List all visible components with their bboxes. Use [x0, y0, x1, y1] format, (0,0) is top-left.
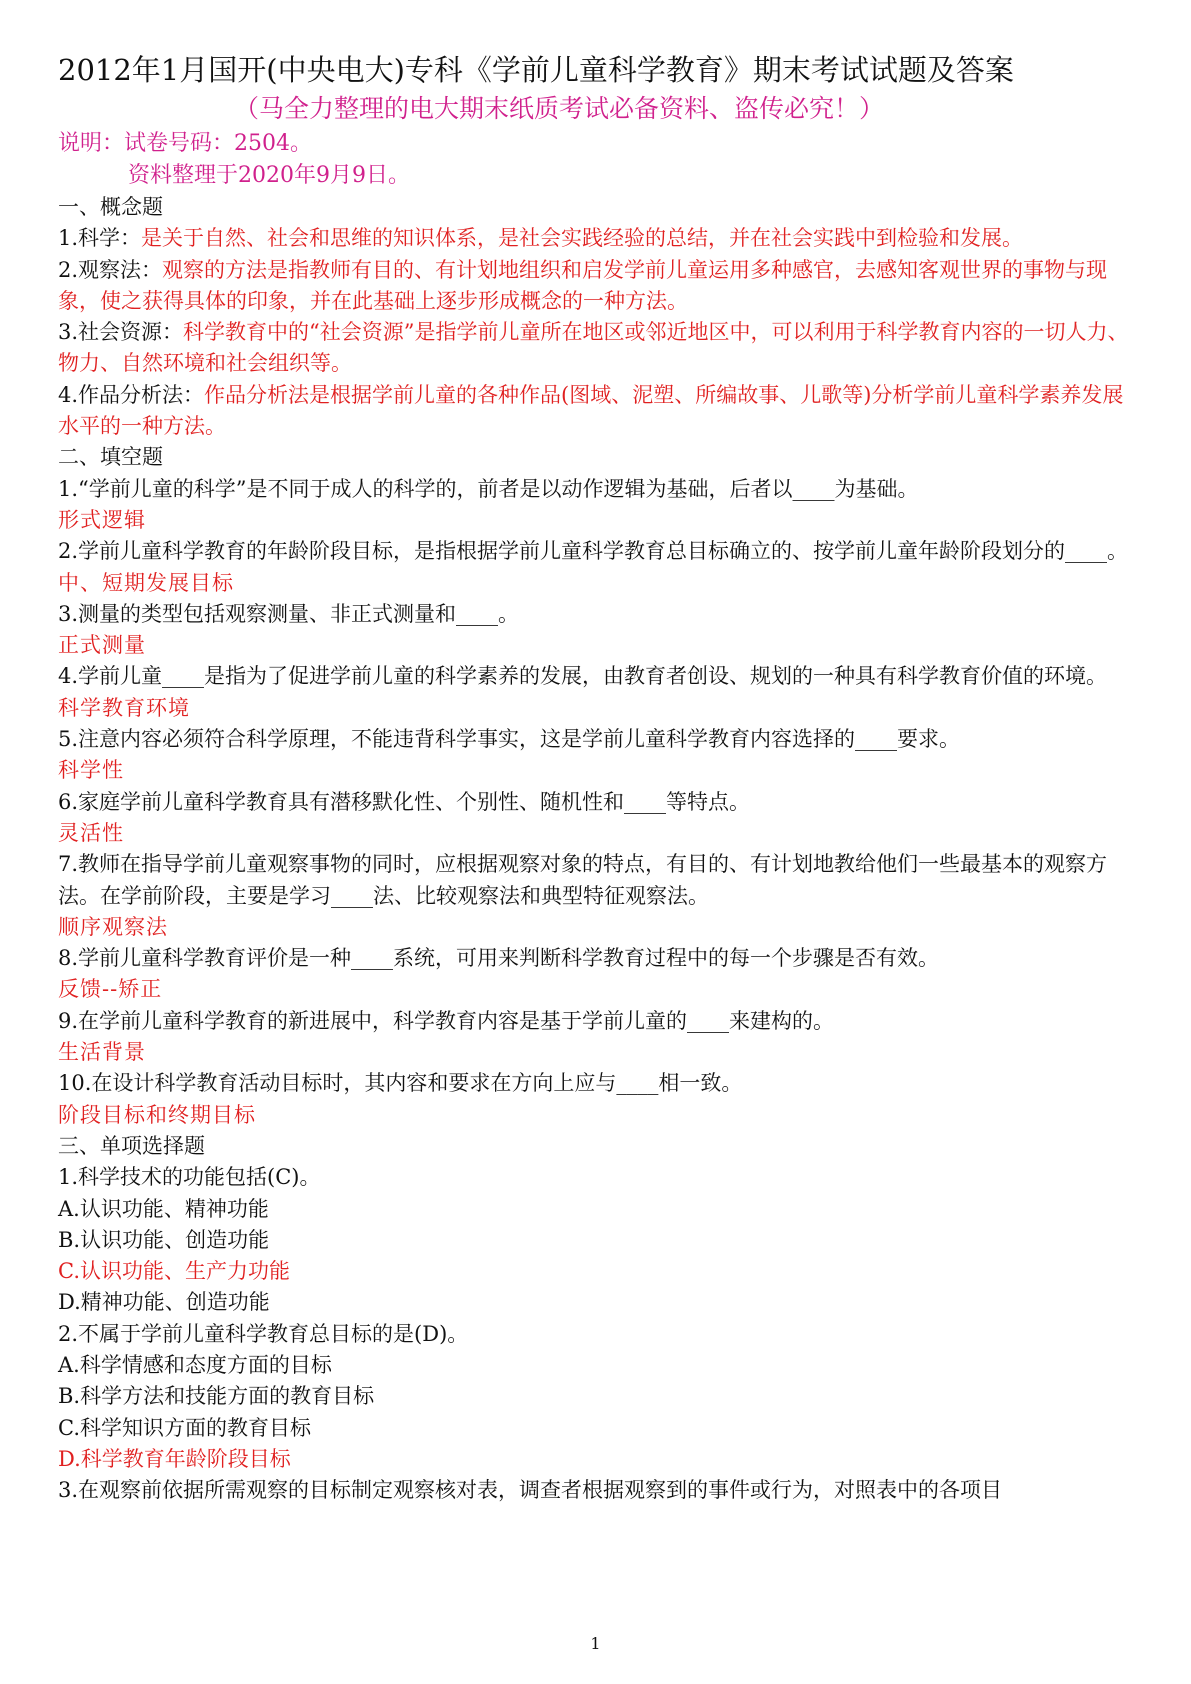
fill-answer: 生活背景	[58, 1040, 146, 1065]
choice-option: C.科学知识方面的教育目标	[58, 1415, 311, 1440]
choice-question-stem: 2.不属于学前儿童科学教育总目标的是(D)。	[58, 1321, 469, 1346]
concept-item	[58, 380, 1138, 443]
fill-answer: 顺序观察法	[58, 914, 168, 939]
fill-question: 9.在学前儿童科学教育的新进展中，科学教育内容是基于学前儿童的____来建构的。	[58, 1008, 835, 1033]
document-title: 2012年1月国开(中央电大)专科《学前儿童科学教育》期末考试试题及答案	[58, 53, 1014, 87]
concept-definition: 科学教育中的“社会资源”是指学前儿童所在地区或邻近地区中，可以利用于科学教育内容的一切人力、物力、自然环境和社会组织等。	[58, 320, 1129, 376]
choice-option: B.认识功能、创造功能	[58, 1227, 270, 1252]
fill-question: 3.测量的类型包括观察测量、非正式测量和____。	[58, 601, 520, 626]
fill-question: 8.学前儿童科学教育评价是一种____系统，可用来判断科学教育过程中的每一个步骤是否有效。	[58, 946, 940, 971]
choice-question-stem: 3.在观察前依据所需观察的目标制定观察核对表，调查者根据观察到的事件或行为，对照表中的各项目	[58, 1478, 1003, 1503]
paper-number-note: 说明：试卷号码：2504。	[58, 131, 312, 156]
fill-answer: 灵活性	[58, 820, 124, 845]
fill-question: 10.在设计科学教育活动目标时，其内容和要求在方向上应与____相一致。	[58, 1071, 743, 1096]
fill-question: 7.教师在指导学前儿童观察事物的同时，应根据观察对象的特点，有目的、有计划地教给他们一些最基本的观察方法。在学前阶段，主要是学习____法、比较观察法和典型特征观察法。	[58, 852, 1108, 908]
section-heading-concepts: 一、概念题	[58, 195, 163, 219]
document-subtitle: （马全力整理的电大期末纸质考试必备资料、盗传必究！）	[234, 94, 885, 123]
fill-answer: 正式测量	[58, 633, 146, 658]
fill-answer: 科学教育环境	[58, 695, 190, 720]
fill-question: 2.学前儿童科学教育的年龄阶段目标，是指根据学前儿童科学教育总目标确立的、按学前儿童年龄阶段划分的____。	[58, 539, 1129, 564]
page-number: 1	[590, 1634, 601, 1653]
fill-question: 4.学前儿童____是指为了促进学前儿童的科学素养的发展，由教育者创设、规划的一种具有科学教育价值的环境。	[58, 664, 1108, 689]
fill-answer: 反馈--矫正	[58, 977, 163, 1002]
concept-term: 2.观察法：	[58, 257, 163, 282]
concept-definition: 是关于自然、社会和思维的知识体系，是社会实践经验的总结，并在社会实践中到检验和发展。	[141, 226, 1024, 251]
choice-option: A.认识功能、精神功能	[58, 1196, 269, 1221]
concept-item	[58, 317, 1138, 380]
concept-term: 4.作品分析法：	[58, 382, 205, 407]
fill-answer: 阶段目标和终期目标	[58, 1102, 256, 1127]
fill-question: 5.注意内容必须符合科学原理，不能违背科学事实，这是学前儿童科学教育内容选择的____要求。	[58, 727, 961, 752]
concept-definition: 观察的方法是指教师有目的、有计划地组织和启发学前儿童运用多种感官，去感知客观世界的事物与现象，使之获得具体的印象，并在此基础上逐步形成概念的一种方法。	[58, 257, 1108, 313]
choice-question-stem: 1.科学技术的功能包括(C)。	[58, 1165, 321, 1190]
concept-term: 1.科学：	[58, 226, 142, 251]
compiled-date-note: 资料整理于2020年9月9日。	[128, 163, 410, 188]
fill-answer: 中、短期发展目标	[58, 570, 234, 595]
choice-option: B.科学方法和技能方面的教育目标	[58, 1384, 375, 1409]
choice-option: A.科学情感和态度方面的目标	[58, 1352, 332, 1377]
choice-option-correct: C.认识功能、生产力功能	[58, 1259, 290, 1284]
concept-definition: 作品分析法是根据学前儿童的各种作品(图域、泥塑、所编故事、儿歌等)分析学前儿童科学素养发展水平的一种方法。	[58, 382, 1124, 439]
fill-question: 1.“学前儿童的科学”是不同于成人的科学的，前者是以动作逻辑为基础，后者以____为基础。	[58, 476, 919, 501]
concept-term: 3.社会资源：	[58, 320, 184, 345]
concept-item	[58, 255, 1138, 318]
choice-option-correct: D.科学教育年龄阶段目标	[58, 1446, 291, 1471]
fill-answer: 科学性	[58, 758, 124, 783]
section-heading-fill-blank: 二、填空题	[58, 445, 163, 470]
exam-document	[58, 50, 1138, 1506]
choice-option: D.精神功能、创造功能	[58, 1290, 270, 1315]
section-heading-single-choice: 三、单项选择题	[58, 1133, 205, 1158]
concept-item	[58, 223, 1138, 254]
fill-answer: 形式逻辑	[58, 507, 146, 532]
fill-question: 6.家庭学前儿童科学教育具有潜移默化性、个别性、随机性和____等特点。	[58, 789, 751, 814]
